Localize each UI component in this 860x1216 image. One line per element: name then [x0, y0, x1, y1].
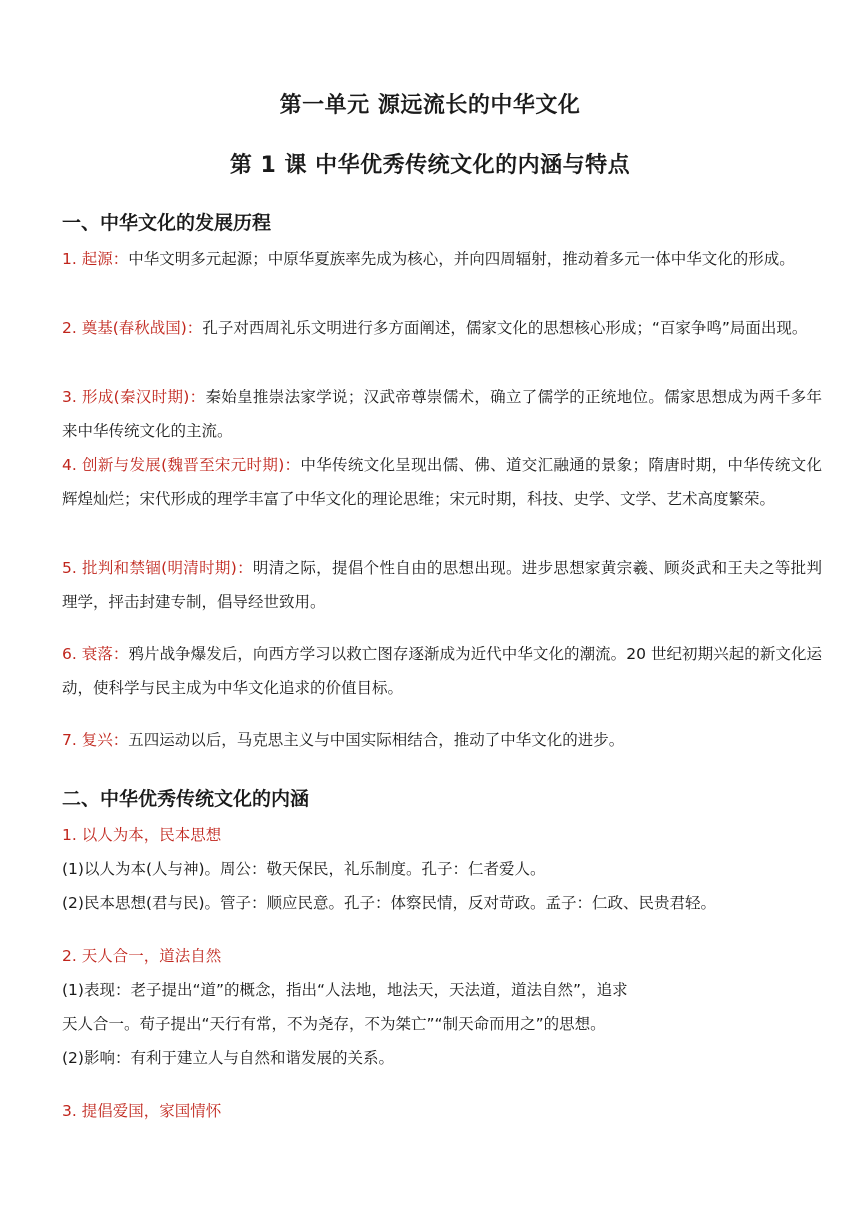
- list-item-criticism: [62, 551, 822, 619]
- section-heading-connotation: 二、中华优秀传统文化的内涵: [62, 788, 310, 810]
- subheading-people-oriented: 1. 以人为本，民本思想: [62, 826, 222, 844]
- unit-title: 第一单元 源远流长的中华文化: [279, 93, 581, 118]
- text-line: (2)民本思想(君与民)。管子：顺应民意。孔子：体察民情，反对苛政。孟子：仁政、民贵君轻。: [62, 894, 717, 912]
- item-label: 4. 创新与发展(魏晋至宋元时期)：: [62, 456, 301, 474]
- subheading-patriotism: 3. 提倡爱国，家国情怀: [62, 1102, 222, 1120]
- item-label: 6. 衰落：: [62, 645, 129, 663]
- item-text: 秦始皇推崇法家学说；汉武帝尊崇儒术，确立了儒学的正统地位。儒家思想成为两千多年来中华传统文化的主流。: [62, 388, 822, 440]
- list-item-innovation: [62, 448, 822, 516]
- list-item-origin: [62, 242, 822, 276]
- item-label: 1. 起源：: [62, 250, 129, 268]
- list-item-decline: [62, 637, 822, 705]
- item-label: 3. 形成(秦汉时期)：: [62, 388, 206, 406]
- item-text: 中华传统文化呈现出儒、佛、道交汇融通的景象；隋唐时期，中华传统文化辉煌灿烂；宋代形成的理学丰富了中华文化的理论思维；宋元时期，科技、史学、文学、艺术高度繁荣。: [62, 456, 822, 508]
- lesson-title: 第 1 课 中华优秀传统文化的内涵与特点: [229, 153, 631, 178]
- section-heading-development: 一、中华文化的发展历程: [62, 212, 272, 234]
- text-line: (1)表现：老子提出“道”的概念，指出“人法地，地法天，天法道，道法自然”，追求: [62, 981, 628, 999]
- text-line: (1)以人为本(人与神)。周公：敬天保民，礼乐制度。孔子：仁者爱人。: [62, 860, 546, 878]
- item-text: 五四运动以后，马克思主义与中国实际相结合，推动了中华文化的进步。: [128, 731, 625, 749]
- subheading-harmony-nature: 2. 天人合一，道法自然: [62, 947, 222, 965]
- list-item-revival: [62, 723, 822, 757]
- item-text: 鸦片战争爆发后，向西方学习以救亡图存逐渐成为近代中华文化的潮流。20 世纪初期兴起的新文化运动，使科学与民主成为中华文化追求的价值目标。: [62, 645, 823, 697]
- item-text: 明清之际，提倡个性自由的思想出现。进步思想家黄宗羲、顾炎武和王夫之等批判理学，抨击封建专制，倡导经世致用。: [62, 559, 822, 611]
- item-text: 中华文明多元起源；中原华夏族率先成为核心，并向四周辐射，推动着多元一体中华文化的形成。: [128, 250, 795, 268]
- list-item-foundation: [62, 311, 822, 345]
- text-line: 天人合一。荀子提出“天行有常，不为尧存，不为桀亡”“制天命而用之”的思想。: [62, 1015, 606, 1033]
- list-item-formation: [62, 380, 822, 448]
- item-label: 7. 复兴：: [62, 731, 129, 749]
- item-label: 5. 批判和禁锢(明清时期)：: [62, 559, 253, 577]
- text-line: (2)影响：有利于建立人与自然和谐发展的关系。: [62, 1049, 394, 1067]
- item-text: 孔子对西周礼乐文明进行多方面阐述，儒家文化的思想核心形成；“百家争鸣”局面出现。: [202, 319, 808, 337]
- item-label: 2. 奠基(春秋战国)：: [62, 319, 203, 337]
